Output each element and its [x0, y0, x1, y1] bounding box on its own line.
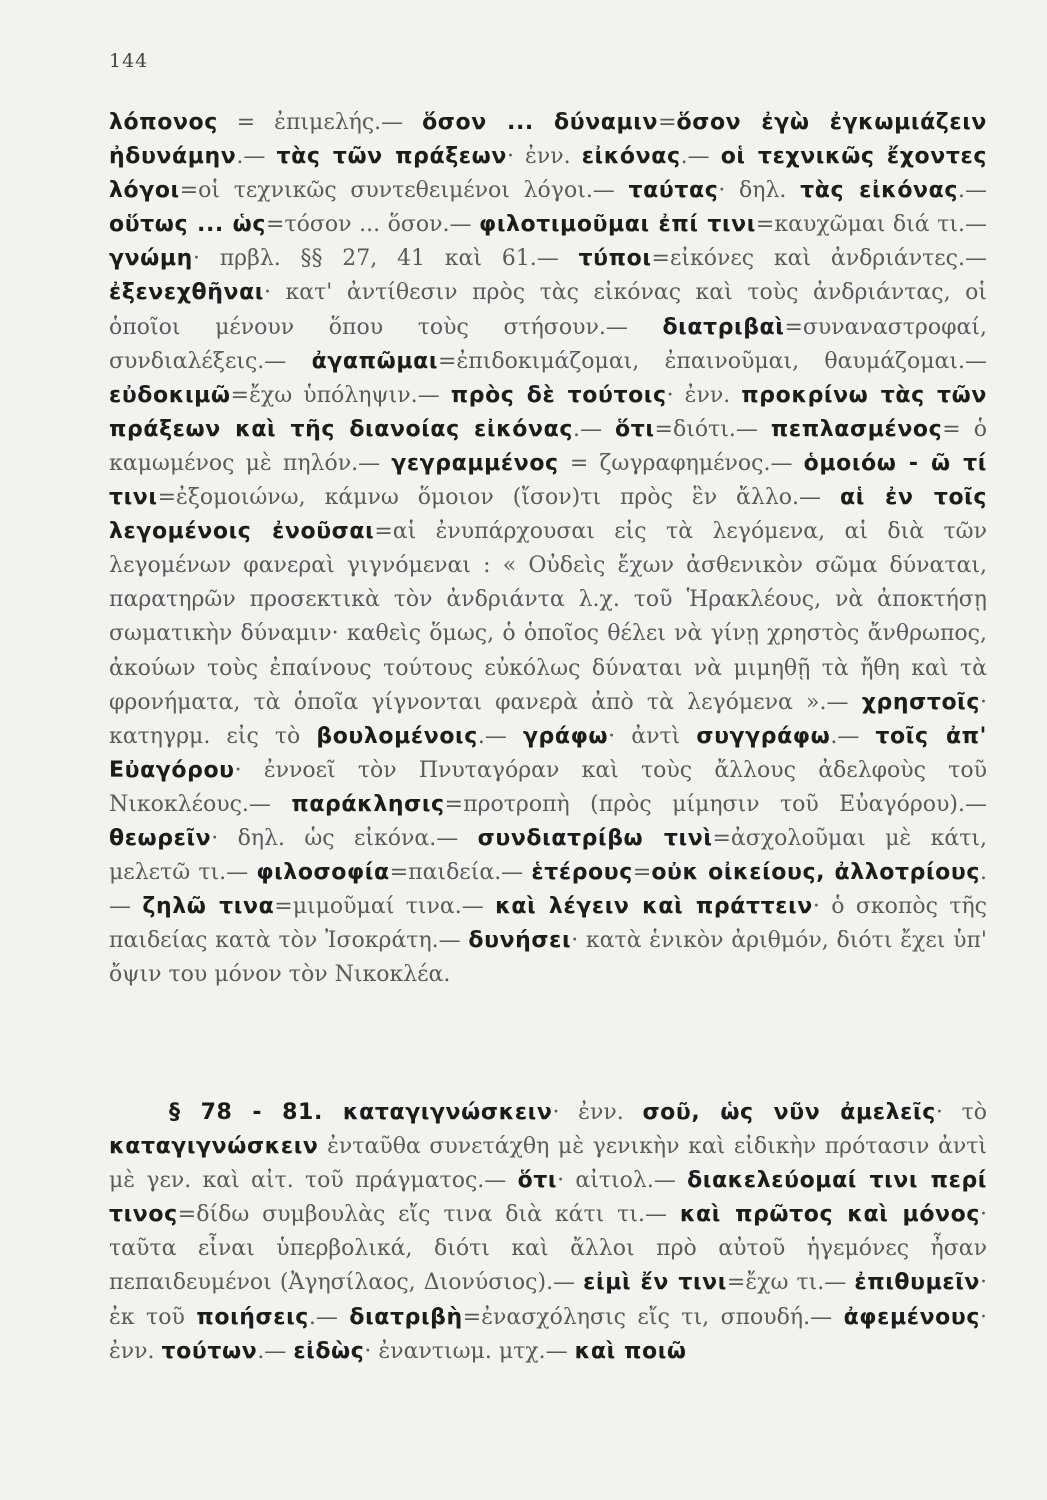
lemma-term: καὶ πρῶτος καὶ μόνος [679, 1202, 980, 1228]
lemma-term: εἰμὶ ἔν τινι [583, 1270, 727, 1296]
gloss-text: .— [308, 1304, 350, 1330]
lemma-term: πρὸς δὲ τούτοις [450, 382, 667, 408]
lemma-term: τοῖς ἀπ' Εὐαγόρου [109, 723, 987, 783]
gloss-text: = [632, 860, 652, 886]
lemma-term: ταύτας [628, 178, 719, 204]
lemma-term: προκρίνω τὰς τῶν πράξεων καὶ τῆς διανοίας εἰκόνας [109, 382, 987, 442]
gloss-text: · δηλ. [718, 178, 801, 204]
lemma-term: δυνήσει [468, 928, 572, 954]
gloss-text: · δηλ. ὡς εἰκόνα.— [211, 825, 478, 851]
gloss-text: .— [236, 144, 277, 170]
lemma-term: γεγραμμένος [391, 450, 559, 476]
lemma-term: εἰκόνας [581, 144, 681, 170]
gloss-text: = ζωγραφημένος.— [558, 450, 804, 476]
lemma-term: ζηλῶ τινα [142, 894, 275, 920]
lemma-term: ποιήσεις [196, 1304, 309, 1330]
lemma-term: οἱ τεχνικῶς ἔχοντες λόγοι [109, 144, 987, 204]
gloss-text: · ὁ σκοπὸς τῆς παιδείας κατὰ τὸν Ἰσοκράτη.— [109, 894, 988, 954]
lemma-term: διατριβὴ [349, 1304, 463, 1330]
lemma-term: διακελεύομαί τινι περί τινος [109, 1168, 987, 1228]
lemma-term: συγγράφω [696, 723, 831, 749]
gloss-text: · ταῦτα εἶναι ὑπερβολικά, διότι καὶ ἄλλοι πρὸ αὐτοῦ ἡγεμόνες ἦσαν πεπαιδευμένοι (Ἀγησίλαος, Διονύσιος).— [109, 1202, 987, 1296]
gloss-text: · κατηγρμ. εἰς τὸ [109, 689, 987, 749]
gloss-text: · κατὰ ἑνικὸν ἀριθμόν, διότι ἔχει ὑπ' ὄψιν του μόνον τὸν Νικοκλέα. [109, 928, 987, 988]
lemma-term: ἑτέρους [531, 860, 633, 886]
lemma-term: ὅσον ... δύναμιν [422, 110, 659, 135]
lemma-term: σοῦ, ὡς νῦν ἀμελεῖς [642, 1100, 936, 1125]
gloss-text: =δίδω συμβουλὰς εἴς τινα διὰ κάτι τι.— [177, 1202, 680, 1228]
gloss-text: =ἔχω ὑπόληψιν.— [230, 382, 451, 408]
gloss-text: · ἀντὶ [608, 723, 697, 749]
lemma-term: παράκλησις [291, 791, 445, 817]
gloss-text: · κατ' ἀντίθεσιν πρὸς τὰς εἰκόνας καὶ τοὺς ἀνδριάντας, οἱ ὁποῖοι μένουν ὅπου τοὺς στήσουν.— [109, 280, 987, 340]
gloss-text: .— [257, 1338, 294, 1364]
gloss-text: =μιμοῦμαί τινα.— [274, 894, 496, 920]
gloss-text: =προτροπὴ (πρὸς μίμησιν τοῦ Εὐαγόρου).— [444, 791, 987, 817]
lemma-term: πεπλασμένος [770, 416, 943, 442]
gloss-text: · ἐκ τοῦ [109, 1270, 987, 1330]
lemma-term: αἱ ἐν τοῖς λεγομένοις ἐνοῦσαι [109, 485, 987, 545]
gloss-text: =παιδεία.— [389, 860, 532, 886]
gloss-text: .— [477, 723, 523, 749]
lemma-term: τὰς τῶν πράξεων [276, 144, 507, 170]
gloss-text: .— [830, 723, 876, 749]
lemma-term: ἀγαπῶμαι [311, 348, 439, 374]
gloss-text: =ἐνασχόλησις εἴς τι, σπουδή.— [462, 1304, 844, 1330]
gloss-text: · ἐναντιωμ. μτχ.— [364, 1338, 575, 1364]
gloss-text: · ἐνν. [552, 1100, 643, 1125]
lemma-term: ὅτι [614, 416, 655, 442]
lemma-term: τύποι [578, 246, 652, 272]
lemma-term: ὁμοιόω - ῶ τί τινι [109, 450, 987, 511]
lemma-term: θεωρεῖν [109, 825, 212, 851]
lemma-term: τὰς εἰκόνας [800, 178, 958, 204]
lemma-term: καὶ λέγειν καὶ πράττειν [495, 894, 813, 920]
gloss-text: · ἐνν. [109, 1304, 987, 1364]
gloss-text: =ἐξομοιώνω, κάμνω ὅμοιον (ἴσον)τι πρὸς ἓν ἄλλο.— [157, 485, 841, 511]
gloss-text: · αἰτιολ.— [557, 1168, 688, 1194]
lemma-term: διατριβαὶ [662, 314, 785, 340]
lemma-term: ἐξενεχθῆναι [109, 280, 264, 306]
gloss-text: = ὁ καμωμένος μὲ πηλόν.— [109, 416, 987, 476]
gloss-text: · ἐνν. [506, 144, 582, 170]
lemma-term: γνώμη [109, 246, 193, 272]
lemma-term: λόπονος [109, 110, 218, 135]
gloss-text: =ἐπιδοκιμάζομαι, ἐπαινοῦμαι, θαυμάζομαι.— [438, 348, 987, 374]
lemma-term: χρηστοῖς [861, 689, 980, 715]
gloss-text: =αἱ ἐνυπάρχουσαι εἰς τὰ λεγόμενα, αἱ διὰ τῶν λεγομένων φανεραὶ γιγνόμεναι : « Οὐδεὶς ἔχων ἀσθενικὸν σῶμα δύναται, παρατηρῶν προσεκτικὰ τὸν ἀνδριάντα λ.χ. τοῦ Ἡρακλέους, νὰ ἀποκτήσῃ σωματικὴν δύναμιν· καθεὶς ὅμως, ὁ ὁποῖος θέλει νὰ γίνῃ χρηστὸς ἄνθρωπος, ἀκούων τοὺς ἐπαίνους τούτους εὐκόλως δύναται νὰ μιμηθῇ τὰ ἤθη καὶ τὰ φρονήματα, τὰ ὁποῖα γίγνονται φανερὰ ἀπὸ τὰ λεγόμενα ».— [109, 519, 987, 715]
gloss-text: ἐνταῦθα συνετάχθη μὲ γενικὴν καὶ εἰδικὴν πρότασιν ἀντὶ μὲ γεν. καὶ αἰτ. τοῦ πράγματος.— [109, 1134, 987, 1194]
lemma-term: ὅτι [517, 1168, 558, 1194]
gloss-text: =εἰκόνες καὶ ἀνδριάντες.— [651, 246, 987, 272]
page-number: 144 [109, 50, 149, 72]
lemma-term: § 78 - 81. καταγιγνώσκειν [169, 1100, 553, 1125]
lemma-term: οὐκ οἰκείους, ἀλλοτρίους [651, 860, 980, 886]
lemma-term: τούτων [161, 1338, 258, 1364]
gloss-text: =διότι.— [654, 416, 771, 442]
lemma-term: ἐπιθυμεῖν [854, 1270, 980, 1296]
commentary-paragraph [109, 1096, 987, 1369]
gloss-text: · πρβλ. §§ 27, 41 καὶ 61.— [192, 246, 579, 272]
lemma-term: γράφω [522, 723, 609, 749]
gloss-text: .— [958, 178, 987, 204]
lemma-term: φιλοσοφία [256, 860, 390, 886]
gloss-text: · ἐνν. [666, 382, 742, 408]
lemma-term: καὶ ποιῶ [574, 1338, 687, 1364]
lemma-term: οὕτως ... ὡς [109, 212, 267, 238]
lemma-term: ὅσον ἐγὼ ἐγκωμιάζειν ἠδυνάμην [109, 110, 987, 170]
gloss-text: · ἐννοεῖ τὸν Πνυταγόραν καὶ τοὺς ἄλλους ἀδελφοὺς τοῦ Νικοκλέους.— [109, 757, 987, 817]
lemma-term: εἰδὼς [293, 1338, 365, 1364]
lemma-term: βουλομένοις [316, 723, 478, 749]
gloss-text: =ἀσχολοῦμαι μὲ κάτι, μελετῶ τι.— [109, 825, 988, 886]
lemma-term: καταγιγνώσκειν [109, 1134, 319, 1160]
gloss-text: .— [572, 416, 615, 442]
lemma-term: ἀφεμένους [843, 1304, 980, 1330]
lemma-term: φιλοτιμοῦμαι ἐπί τινι [479, 212, 756, 238]
gloss-text: =ἔχω τι.— [726, 1270, 855, 1296]
gloss-text: =τόσον ... ὅσον.— [266, 212, 480, 238]
gloss-text: .— [109, 860, 987, 920]
lemma-term: εὐδοκιμῶ [109, 382, 231, 408]
lemma-term: συνδιατρίβω τινὶ [477, 825, 713, 851]
gloss-text: =καυχῶμαι διά τι.— [755, 212, 987, 238]
commentary-paragraph [109, 106, 987, 992]
gloss-text: =οἱ τεχνικῶς συντεθειμένοι λόγοι.— [179, 178, 629, 204]
gloss-text: =συναναστροφαί, συνδιαλέξεις.— [109, 314, 987, 374]
gloss-text: · τὸ [935, 1100, 987, 1125]
gloss-text: .— [680, 144, 721, 170]
gloss-text: = [658, 110, 677, 135]
gloss-text: = ἐπιμελής.— [217, 110, 423, 135]
